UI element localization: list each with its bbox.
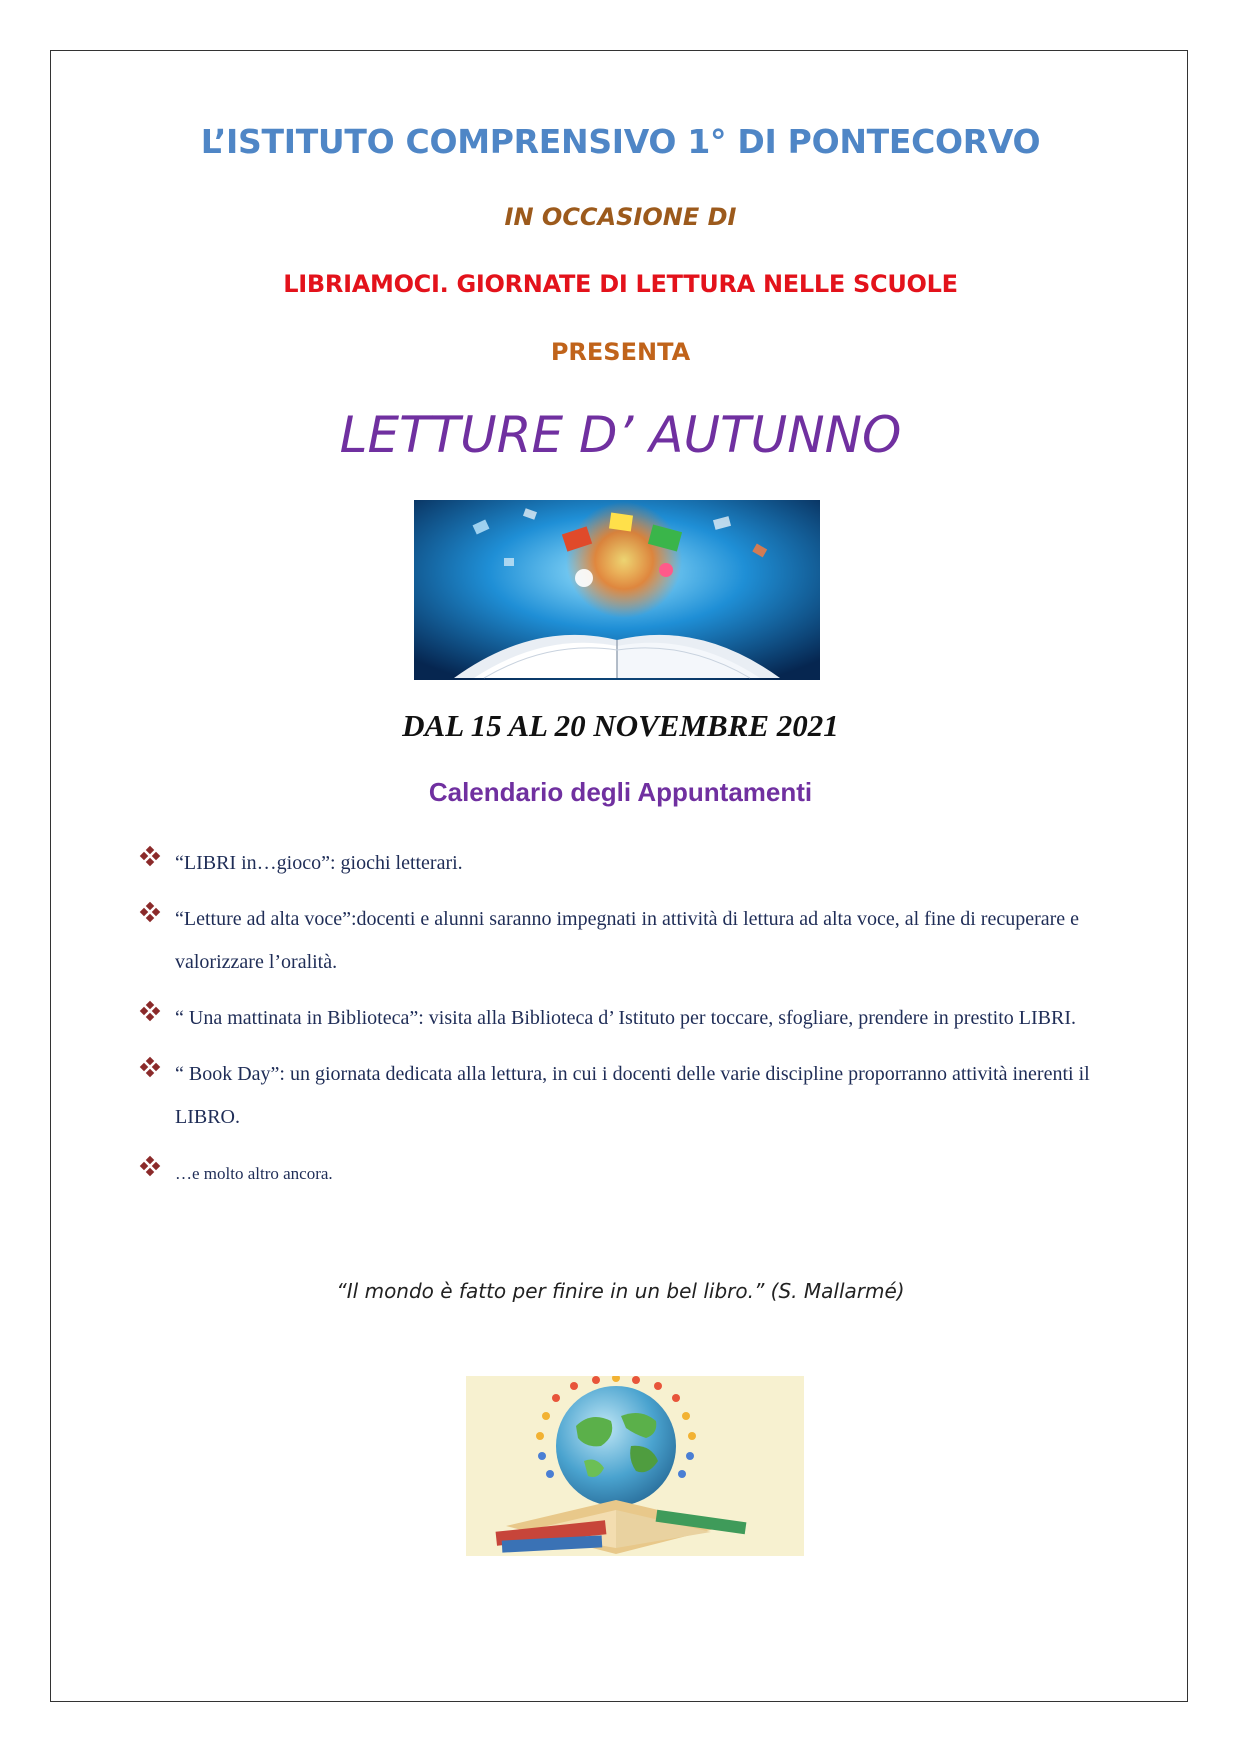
list-item: [138, 1053, 1148, 1139]
diamond-bullet-icon: [138, 997, 162, 1027]
event-name: LIBRIAMOCI. GIORNATE DI LETTURA NELLE SCUOLE: [283, 270, 958, 298]
activity-text: “ Una mattinata in Biblioteca”: visita alla Biblioteca d’ Istituto per toccare, sfogliare, prendere in prestito LIBRI.: [175, 1007, 1076, 1029]
open-book-illustration: [414, 500, 820, 680]
list-item: [138, 997, 1148, 1040]
list-item: [138, 898, 1148, 984]
school-title: L’ISTITUTO COMPRENSIVO 1° DI PONTECORVO: [200, 122, 1041, 161]
main-title: LETTURE D’ AUTUNNO: [339, 406, 902, 464]
calendar-heading: Calendario degli Appuntamenti: [428, 777, 813, 807]
activity-text: “Letture ad alta voce”:docenti e alunni saranno impegnati in attività di lettura ad alta voce, al fine di recuperare e valorizzare l’oralità.: [175, 908, 1080, 973]
diamond-bullet-icon: [138, 842, 162, 872]
activity-list: [138, 842, 1148, 1208]
list-item: [138, 1152, 1148, 1195]
activity-text: …e molto altro ancora.: [175, 1164, 333, 1183]
occasion-line: IN OCCASIONE DI: [504, 203, 737, 231]
activity-text: “ Book Day”: un giornata dedicata alla lettura, in cui i docenti delle varie discipline proporranno attività inerenti il LIBRO.: [175, 1063, 1090, 1128]
diamond-bullet-icon: [138, 898, 162, 928]
diamond-bullet-icon: [138, 1053, 162, 1083]
presents-line: PRESENTA: [550, 338, 691, 366]
diamond-bullet-icon: [138, 1152, 162, 1182]
list-item: [138, 842, 1148, 885]
activity-text: “LIBRI in…gioco”: giochi letterari.: [175, 852, 463, 874]
quote: “Il mondo è fatto per finire in un bel libro.” (S. Mallarmé): [336, 1279, 905, 1303]
event-dates: DAL 15 AL 20 NOVEMBRE 2021: [402, 708, 839, 743]
globe-children-books-illustration: [466, 1376, 804, 1556]
